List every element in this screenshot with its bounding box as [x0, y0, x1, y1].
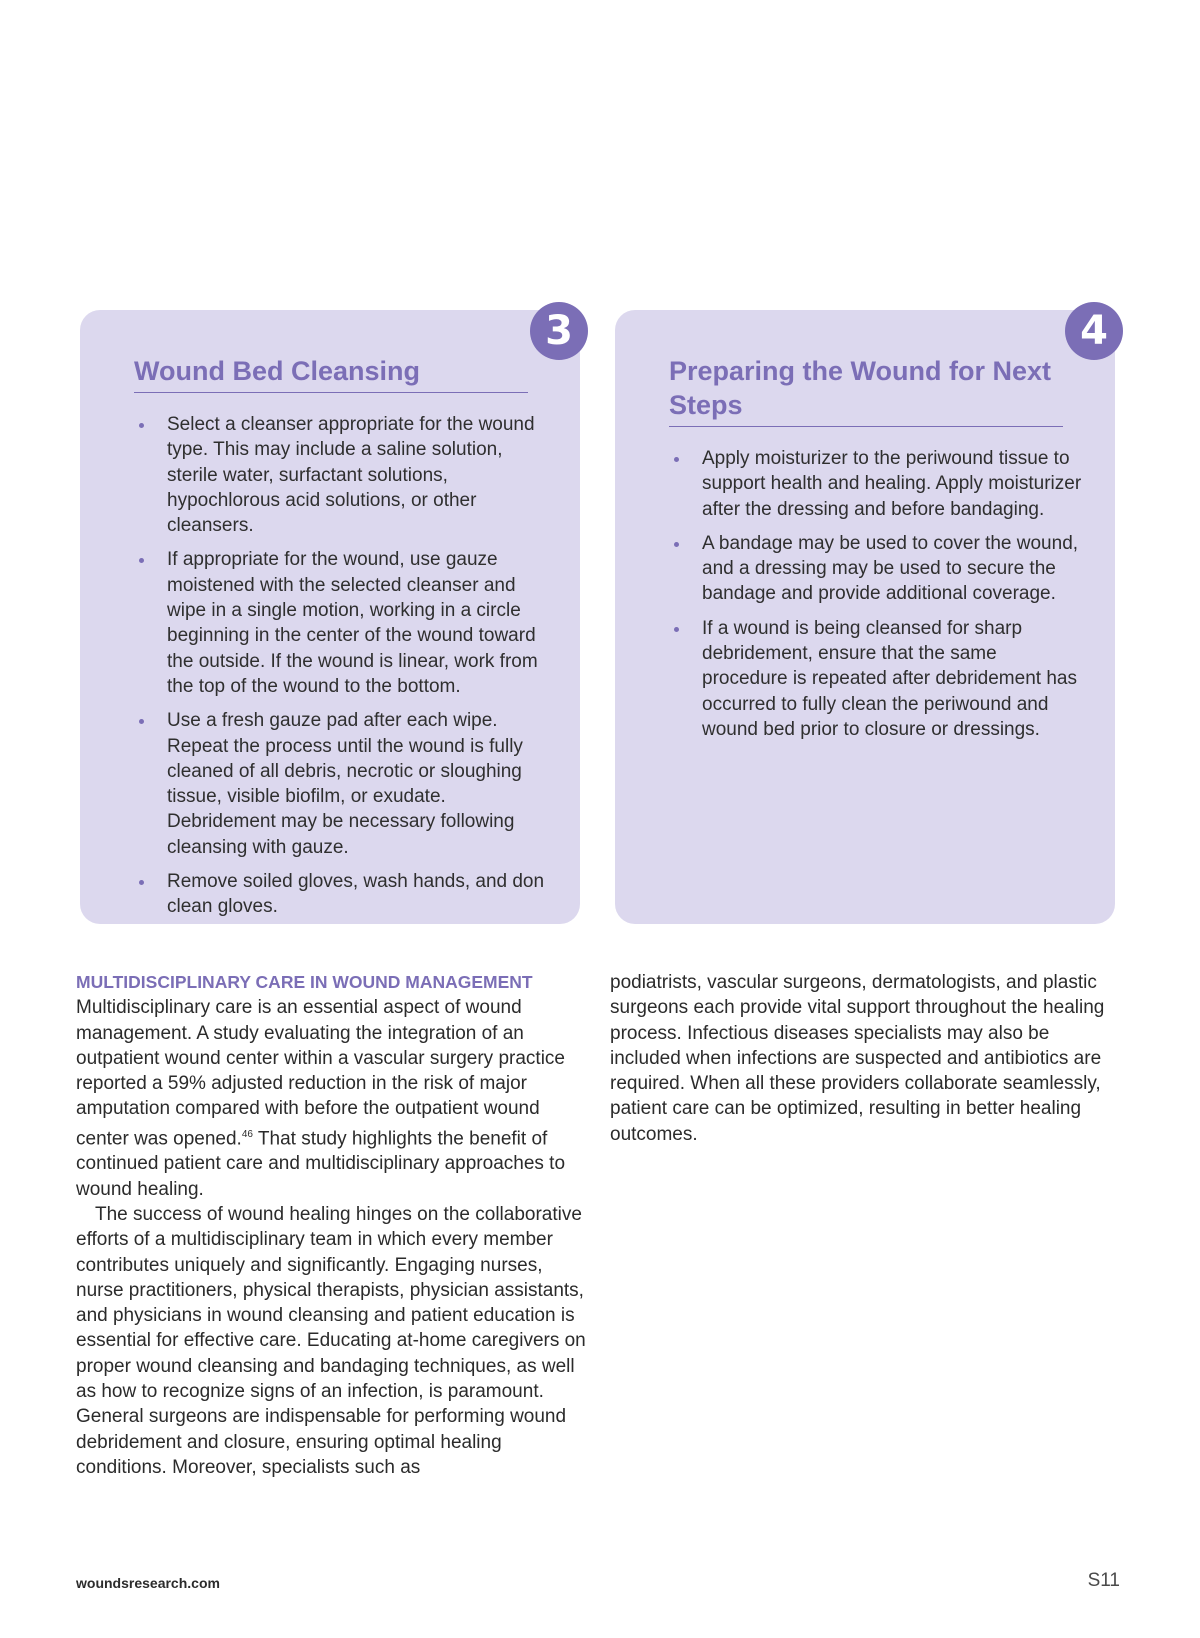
step-number-badge: 3	[530, 302, 588, 360]
list-item: Use a fresh gauze pad after each wipe. Repeat the process until the wound is fully cleaned of all debris, necrotic or sloughing tissue, visible biofilm, or exudate. Debridement may be necessary following cleansing with gauze.	[134, 708, 550, 860]
step-card-preparing-wound	[615, 310, 1115, 924]
list-item: If appropriate for the wound, use gauze moistened with the selected cleanser and wipe in a single motion, working in a circle beginning in the center of the wound toward the outside. If the wound is linear, work from the top of the wound to the bottom.	[134, 547, 550, 699]
footer-website: woundsresearch.com	[76, 1575, 220, 1591]
step-number-badge: 4	[1065, 302, 1123, 360]
article-column-left	[76, 970, 586, 1480]
section-heading: MULTIDISCIPLINARY CARE IN WOUND MANAGEMENT	[76, 972, 533, 992]
list-item: If a wound is being cleansed for sharp debridement, ensure that the same procedure is repeated after debridement has occurred to fully clean the periwound and wound bed prior to closure or dressings.	[669, 616, 1085, 742]
article-paragraph: The success of wound healing hinges on the collaborative efforts of a multidisciplinary team in which every member contributes uniquely and significantly. Engaging nurses, nurse practitioners, physical therapists, physician assistants, and physicians in wound cleansing and patient education is essential for effective care. Educating at-home caregivers on proper wound cleansing and bandaging techniques, as well as how to recognize signs of an infection, is paramount. General surgeons are indispensable for performing wound debridement and closure, ensuring optimal healing conditions. Moreover, specialists such as	[76, 1204, 586, 1478]
article-paragraph	[76, 995, 586, 1202]
bullet-list	[669, 446, 1085, 751]
card-title: Wound Bed Cleansing	[134, 354, 528, 393]
bullet-list	[134, 412, 550, 929]
page-number: S11	[1087, 1570, 1120, 1591]
reference-number: 46	[241, 1128, 253, 1140]
article-column-right	[610, 970, 1120, 1147]
paragraph-text: That study highlights the benefit of continued patient care and multidisciplinary approaches to wound healing.	[76, 1128, 566, 1200]
card-title: Preparing the Wound for Next Steps	[669, 354, 1063, 427]
list-item: Remove soiled gloves, wash hands, and don clean gloves.	[134, 869, 550, 920]
article-paragraph: podiatrists, vascular surgeons, dermatologists, and plastic surgeons each provide vital support throughout the healing process. Infectious diseases specialists may also be included when infections are suspected and antibiotics are required. When all these providers collaborate seamlessly, patient care can be optimized, resulting in better healing outcomes.	[610, 972, 1105, 1145]
step-card-wound-bed-cleansing	[80, 310, 580, 924]
paragraph-text: Multidisciplinary care is an essential aspect of wound management. A study evaluating the integration of an outpatient wound center within a vascular surgery practice reported a 59% adjusted reduction in the risk of major amputation compared with before the outpatient wound center was opened.	[76, 997, 565, 1150]
list-item: Select a cleanser appropriate for the wound type. This may include a saline solution, sterile water, surfactant solutions, hypochlorous acid solutions, or other cleansers.	[134, 412, 550, 538]
list-item: A bandage may be used to cover the wound, and a dressing may be used to secure the bandage and provide additional coverage.	[669, 531, 1085, 607]
list-item: Apply moisturizer to the periwound tissue to support health and healing. Apply moisturizer after the dressing and before bandaging.	[669, 446, 1085, 522]
